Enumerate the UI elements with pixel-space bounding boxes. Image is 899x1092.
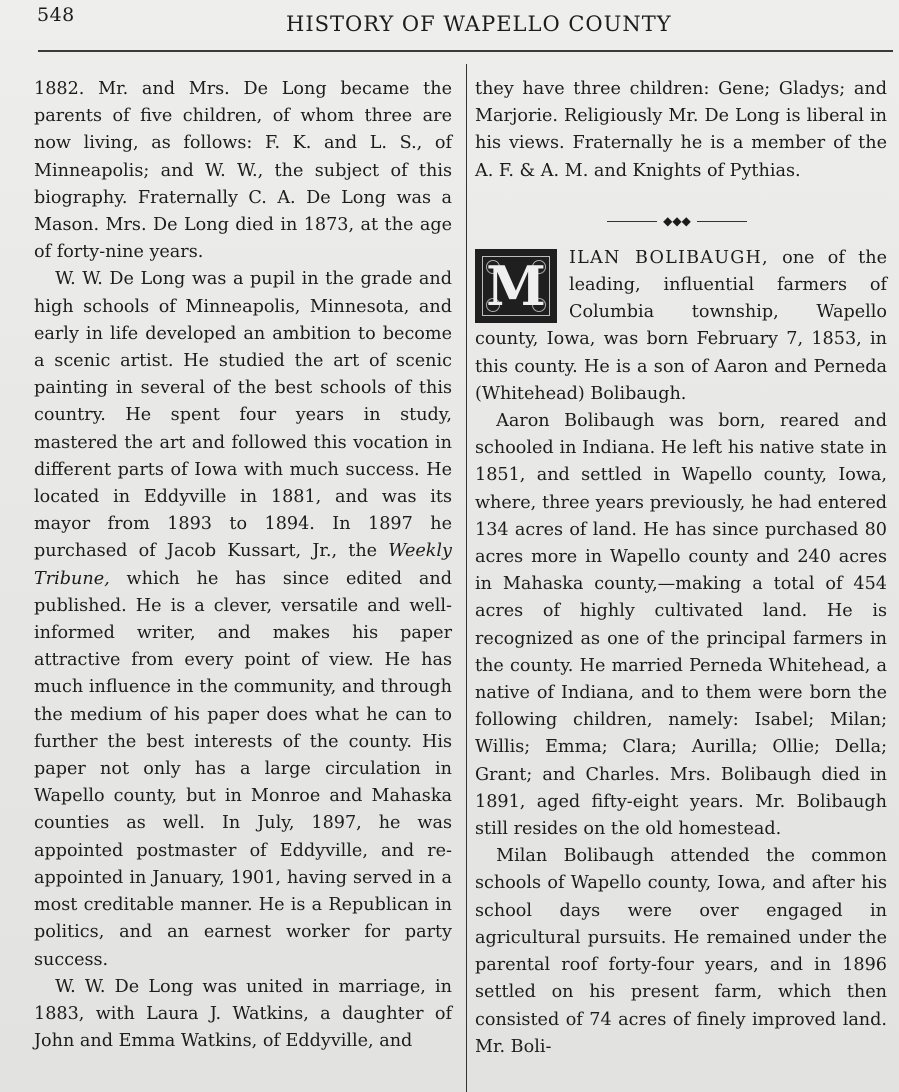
left-paragraph-2-text-b: which he has since edited and published. He is a clever, versatile and well-informed writer, and makes his paper attractive from every point of view. He has much influence in the community, and through the medium of his paper does what he can to further the best interests of the county. His paper not only has a large circulation in Wapello county, but in Monroe and Mahaska counties as well. In July, 1897, he was appointed postmaster of Eddyville, and re-appointed in January, 1901, having served in a most creditable manner. He is a Republican in politics, and an earnest worker for party success.: [34, 568, 452, 970]
newspaper-title: Weekly Tribune,: [34, 541, 452, 589]
page-number: 548: [37, 4, 75, 26]
ornament-diamonds: ◆◆◆: [663, 213, 691, 228]
biography-name: ILAN BOLIBAUGH,: [569, 247, 769, 268]
section-ornament: [475, 199, 887, 245]
page-header: [0, 0, 899, 60]
right-paragraph-1: they have three children: Gene; Gladys; and Marjorie. Religiously Mr. De Long is liberal in his views. Fraternally he is a member of the A. F. & A. M. and Knights of Pythias.: [475, 79, 887, 181]
biography-intro: [475, 245, 887, 408]
right-paragraph-3: Milan Bolibaugh attended the common schools of Wapello county, Iowa, and after his school days were over engaged in agricultural pursuits. He remained under the parental roof forty-four years, and in 1896 settled on his present farm, which then consisted of 74 acres of finely improved land. Mr. Boli-: [475, 846, 887, 1057]
dropcap-letter: M: [486, 253, 546, 318]
left-paragraph-1: 1882. Mr. and Mrs. De Long became the parents of five children, of whom three are now living, as follows: F. K. and L. S., of Minneapolis; and W. W., the subject of this biography. Fraternally C. A. De Long was a Mason. Mrs. De Long died in 1873, at the age of forty-nine years.: [34, 79, 452, 263]
right-paragraph-2: Aaron Bolibaugh was born, reared and schooled in Indiana. He left his native state in 1851, and settled in Wapello county, Iowa, where, three years previously, he had entered 134 acres of land. He has since purchased 80 acres more in Wapello county and 240 acres in Mahaska county,—making a total of 454 acres of highly cultivated land. He is recognized as one of the principal farmers in the county. He married Perneda Whitehead, a native of Indiana, and to them were born the following children, namely: Isabel; Milan; Willis; Emma; Clara; Aurilla; Ollie; Della; Grant; and Charles. Mrs. Bolibaugh died in 1891, aged fifty-eight years. Mr. Bolibaugh still resides on the old homestead.: [475, 411, 887, 840]
running-title: HISTORY OF WAPELLO COUNTY: [286, 12, 672, 36]
biography-intro-text: one of the leading, influential farmers of Columbia township, Wapello county, Iowa, was born February 7, 1853, in this county. He is a son of Aaron and Perneda (Whitehead) Bolibaugh.: [475, 247, 887, 404]
dropcap-m: [475, 249, 557, 323]
left-paragraph-3: W. W. De Long was united in marriage, in 1883, with Laura J. Watkins, a daughter of John and Emma Watkins, of Eddyville, and: [34, 976, 452, 1052]
ornament-line-right: [697, 221, 747, 222]
header-rule: [38, 50, 893, 52]
column-divider: [466, 64, 467, 1092]
left-column: [34, 76, 452, 1055]
right-column: [475, 76, 887, 1061]
left-paragraph-2: [34, 266, 452, 973]
left-paragraph-2-text-a: W. W. De Long was a pupil in the grade and high schools of Minneapolis, Minnesota, and early in life developed an ambition to become a scenic artist. He studied the art of scenic painting in several of the best schools of this country. He spent four years in study, mastered the art and followed this vocation in different parts of Iowa with much success. He located in Eddyville in 1881, and was its mayor from 1893 to 1894. In 1897 he purchased of Jacob Kussart, Jr., the: [34, 269, 452, 562]
ornament-line-left: [607, 221, 657, 222]
